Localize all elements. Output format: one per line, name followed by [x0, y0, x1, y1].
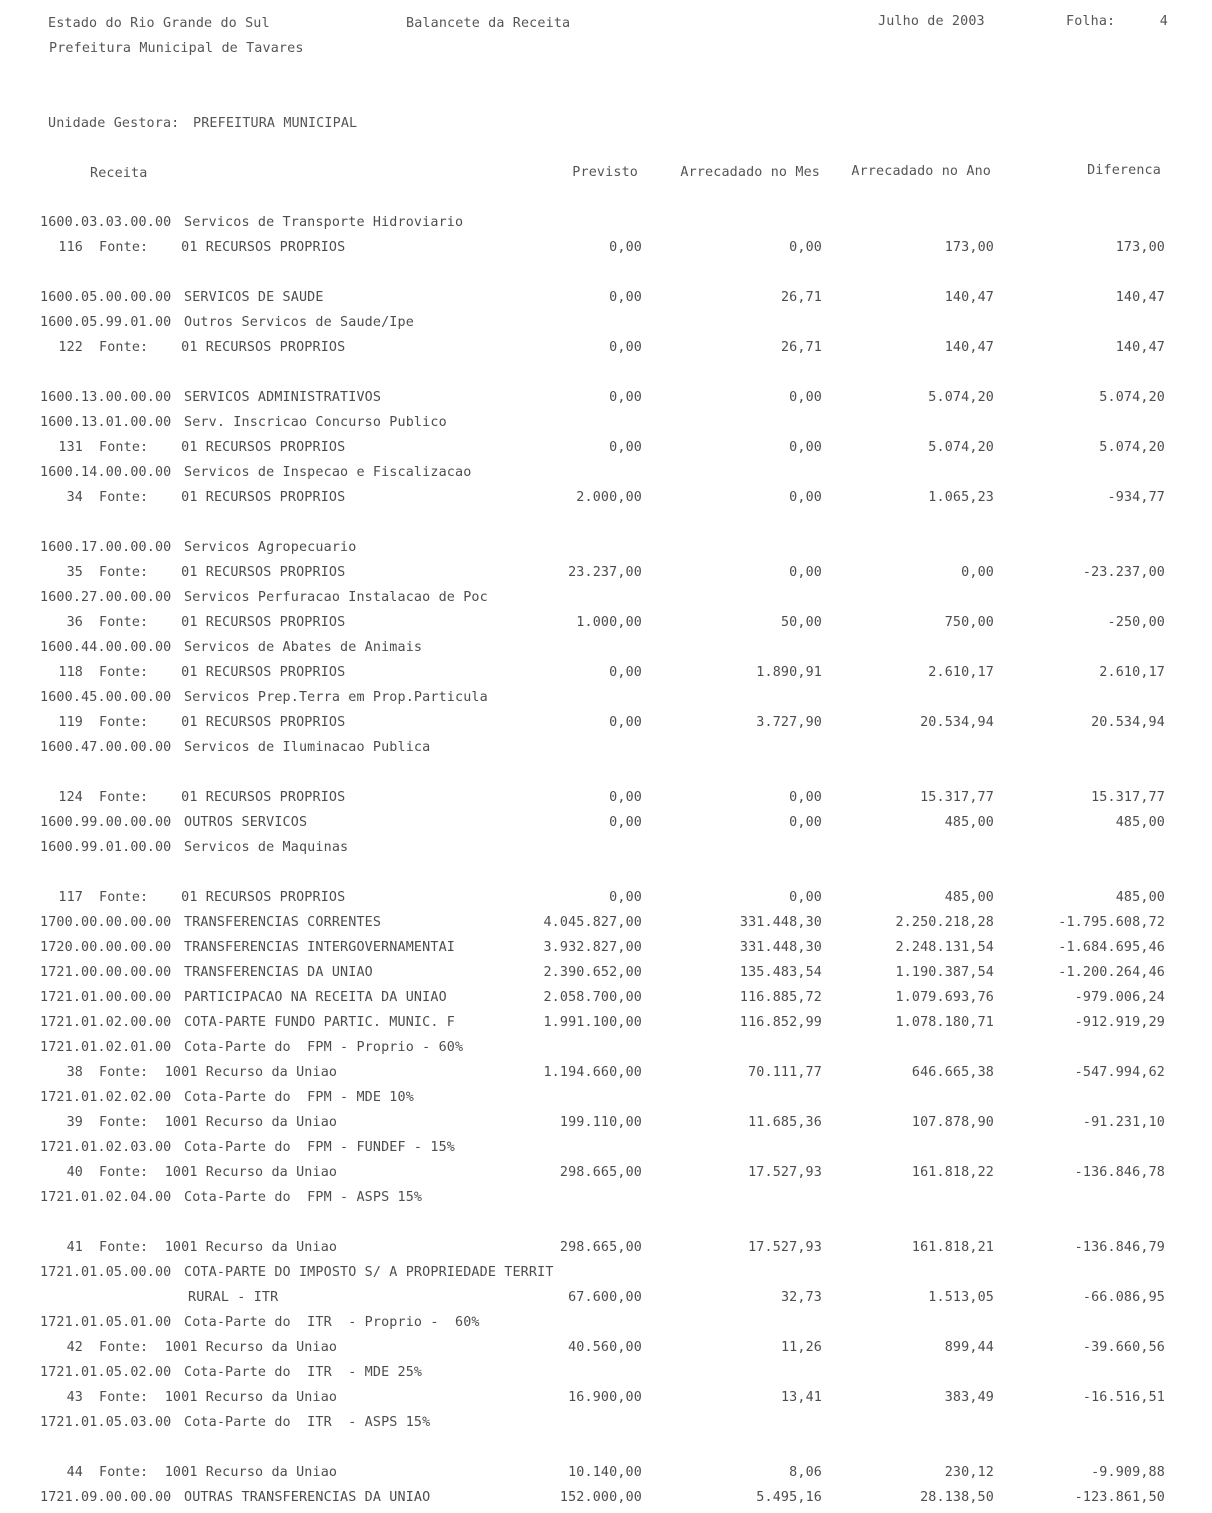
fonte-description: Fonte: 1001 Recurso da Uniao [99, 1240, 338, 1255]
arrecadado-ano-value: 899,44 [944, 1340, 994, 1355]
account-description: Cota-Parte do ITR - ASPS 15% [184, 1415, 431, 1430]
account-code: 1721.01.02.00.00 [40, 1015, 172, 1030]
previsto-value: 3.932.827,00 [543, 940, 642, 955]
fonte-description: Fonte: 01 RECURSOS PROPRIOS [99, 790, 346, 805]
previsto-value: 23.237,00 [568, 565, 642, 580]
account-code: 1721.00.00.00.00 [40, 965, 172, 980]
arrecadado-ano-value: 485,00 [944, 890, 994, 905]
diferenca-value: -912.919,29 [1074, 1015, 1165, 1030]
account-code: 1600.99.01.00.00 [40, 840, 172, 855]
diferenca-value: -136.846,78 [1074, 1165, 1165, 1180]
arrecadado-ano-value: 161.818,21 [911, 1240, 994, 1255]
account-description: Cota-Parte do FPM - Proprio - 60% [184, 1040, 464, 1055]
arrecadado-ano-value: 2.610,17 [928, 665, 994, 680]
fonte-description: Fonte: 01 RECURSOS PROPRIOS [99, 340, 346, 355]
account-code: 1721.09.00.00.00 [40, 1490, 172, 1505]
arrecadado-mes-value: 11,26 [780, 1340, 822, 1355]
row-description-continued: RURAL - ITR [188, 1290, 279, 1305]
arrecadado-mes-value: 0,00 [789, 440, 822, 455]
account-description: Servicos Agropecuario [184, 540, 357, 555]
account-description: PARTICIPACAO NA RECEITA DA UNIAO [184, 990, 447, 1005]
fonte-description: Fonte: 01 RECURSOS PROPRIOS [99, 240, 346, 255]
fonte-number: 42 [66, 1340, 83, 1355]
fonte-number: 118 [58, 665, 83, 680]
fonte-number: 35 [66, 565, 83, 580]
fonte-number: 36 [66, 615, 83, 630]
account-code: 1600.44.00.00.00 [40, 640, 172, 655]
fonte-number: 117 [58, 890, 83, 905]
arrecadado-ano-value: 1.078.180,71 [895, 1015, 994, 1030]
diferenca-value: -91.231,10 [1082, 1115, 1165, 1130]
account-description: TRANSFERENCIAS CORRENTES [184, 915, 382, 930]
diferenca-value: -136.846,79 [1074, 1240, 1165, 1255]
fonte-description: Fonte: 01 RECURSOS PROPRIOS [99, 715, 346, 730]
account-code: 1721.01.05.01.00 [40, 1315, 172, 1330]
arrecadado-mes-value: 70.111,77 [748, 1065, 822, 1080]
account-code: 1600.03.03.00.00 [40, 215, 172, 230]
arrecadado-mes-value: 135.483,54 [739, 965, 822, 980]
account-code: 1721.01.05.00.00 [40, 1265, 172, 1280]
column-header-previsto: Previsto [572, 165, 638, 180]
report-period: Julho de 2003 [878, 14, 985, 29]
previsto-value: 2.000,00 [576, 490, 642, 505]
arrecadado-mes-value: 0,00 [789, 390, 822, 405]
diferenca-value: 2.610,17 [1099, 665, 1165, 680]
arrecadado-mes-value: 0,00 [789, 890, 822, 905]
unit-label: Unidade Gestora: [48, 116, 180, 131]
account-description: Cota-Parte do FPM - MDE 10% [184, 1090, 414, 1105]
previsto-value: 0,00 [609, 815, 642, 830]
previsto-value: 1.194.660,00 [543, 1065, 642, 1080]
account-description: SERVICOS ADMINISTRATIVOS [184, 390, 382, 405]
arrecadado-ano-value: 140,47 [944, 290, 994, 305]
fonte-number: 43 [66, 1390, 83, 1405]
arrecadado-ano-value: 230,12 [944, 1465, 994, 1480]
arrecadado-mes-value: 17.527,93 [748, 1165, 822, 1180]
account-description: Cota-Parte do ITR - MDE 25% [184, 1365, 423, 1380]
fonte-number: 122 [58, 340, 83, 355]
arrecadado-mes-value: 32,73 [780, 1290, 822, 1305]
arrecadado-mes-value: 11.685,36 [748, 1115, 822, 1130]
sheet-number: 4 [1159, 14, 1168, 29]
diferenca-value: -250,00 [1107, 615, 1165, 630]
arrecadado-ano-value: 5.074,20 [928, 440, 994, 455]
column-header-receita: Receita [90, 166, 148, 181]
previsto-value: 0,00 [609, 890, 642, 905]
arrecadado-mes-value: 116.852,99 [739, 1015, 822, 1030]
arrecadado-ano-value: 173,00 [944, 240, 994, 255]
arrecadado-ano-value: 28.138,50 [920, 1490, 994, 1505]
account-code: 1600.99.00.00.00 [40, 815, 172, 830]
previsto-value: 0,00 [609, 290, 642, 305]
arrecadado-mes-value: 13,41 [780, 1390, 822, 1405]
fonte-number: 41 [66, 1240, 83, 1255]
column-header-arrecadado-mes: Arrecadado no Mes [680, 165, 820, 180]
account-description: Serv. Inscricao Concurso Publico [184, 415, 447, 430]
account-code: 1600.17.00.00.00 [40, 540, 172, 555]
account-code: 1721.01.00.00.00 [40, 990, 172, 1005]
arrecadado-ano-value: 107.878,90 [911, 1115, 994, 1130]
previsto-value: 0,00 [609, 390, 642, 405]
account-description: TRANSFERENCIAS INTERGOVERNAMENTAI [184, 940, 455, 955]
diferenca-value: -16.516,51 [1082, 1390, 1165, 1405]
previsto-value: 67.600,00 [568, 1290, 642, 1305]
arrecadado-mes-value: 17.527,93 [748, 1240, 822, 1255]
diferenca-value: -934,77 [1107, 490, 1165, 505]
previsto-value: 0,00 [609, 715, 642, 730]
account-code: 1720.00.00.00.00 [40, 940, 172, 955]
arrecadado-ano-value: 1.065,23 [928, 490, 994, 505]
fonte-number: 34 [66, 490, 83, 505]
previsto-value: 0,00 [609, 340, 642, 355]
fonte-description: Fonte: 1001 Recurso da Uniao [99, 1115, 338, 1130]
arrecadado-mes-value: 0,00 [789, 565, 822, 580]
account-description: Servicos Perfuracao Instalacao de Poc [184, 590, 488, 605]
fonte-description: Fonte: 01 RECURSOS PROPRIOS [99, 615, 346, 630]
fonte-description: Fonte: 01 RECURSOS PROPRIOS [99, 665, 346, 680]
state-name: Estado do Rio Grande do Sul [48, 16, 270, 31]
arrecadado-mes-value: 1.890,91 [756, 665, 822, 680]
fonte-description: Fonte: 1001 Recurso da Uniao [99, 1465, 338, 1480]
sheet-label: Folha: [1066, 14, 1116, 29]
column-header-arrecadado-ano: Arrecadado no Ano [851, 164, 991, 179]
arrecadado-ano-value: 383,49 [944, 1390, 994, 1405]
arrecadado-ano-value: 2.248.131,54 [895, 940, 994, 955]
account-description: COTA-PARTE FUNDO PARTIC. MUNIC. F [184, 1015, 455, 1030]
account-description: SERVICOS DE SAUDE [184, 290, 324, 305]
fonte-description: Fonte: 1001 Recurso da Uniao [99, 1165, 338, 1180]
account-code: 1700.00.00.00.00 [40, 915, 172, 930]
diferenca-value: 485,00 [1115, 890, 1165, 905]
diferenca-value: -547.994,62 [1074, 1065, 1165, 1080]
account-description: Servicos de Inspecao e Fiscalizacao [184, 465, 472, 480]
account-description: OUTRAS TRANSFERENCIAS DA UNIAO [184, 1490, 431, 1505]
arrecadado-ano-value: 20.534,94 [920, 715, 994, 730]
previsto-value: 152.000,00 [559, 1490, 642, 1505]
account-code: 1600.05.00.00.00 [40, 290, 172, 305]
account-description: Servicos de Transporte Hidroviario [184, 215, 464, 230]
arrecadado-mes-value: 3.727,90 [756, 715, 822, 730]
arrecadado-ano-value: 2.250.218,28 [895, 915, 994, 930]
unit-value: PREFEITURA MUNICIPAL [193, 116, 358, 131]
diferenca-value: 140,47 [1115, 340, 1165, 355]
previsto-value: 16.900,00 [568, 1390, 642, 1405]
account-code: 1600.13.01.00.00 [40, 415, 172, 430]
arrecadado-ano-value: 750,00 [944, 615, 994, 630]
account-code: 1721.01.05.03.00 [40, 1415, 172, 1430]
diferenca-value: -66.086,95 [1082, 1290, 1165, 1305]
arrecadado-mes-value: 8,06 [789, 1465, 822, 1480]
fonte-number: 124 [58, 790, 83, 805]
diferenca-value: -1.684.695,46 [1058, 940, 1165, 955]
fonte-description: Fonte: 01 RECURSOS PROPRIOS [99, 440, 346, 455]
previsto-value: 298.665,00 [559, 1240, 642, 1255]
account-code: 1721.01.02.04.00 [40, 1190, 172, 1205]
diferenca-value: 20.534,94 [1091, 715, 1165, 730]
fonte-description: Fonte: 01 RECURSOS PROPRIOS [99, 890, 346, 905]
account-code: 1721.01.02.01.00 [40, 1040, 172, 1055]
account-description: Servicos Prep.Terra em Prop.Particula [184, 690, 488, 705]
account-code: 1600.27.00.00.00 [40, 590, 172, 605]
previsto-value: 10.140,00 [568, 1465, 642, 1480]
arrecadado-mes-value: 0,00 [789, 490, 822, 505]
account-description: Outros Servicos de Saude/Ipe [184, 315, 414, 330]
municipality-name: Prefeitura Municipal de Tavares [49, 41, 304, 56]
previsto-value: 199.110,00 [559, 1115, 642, 1130]
diferenca-value: -123.861,50 [1074, 1490, 1165, 1505]
account-description: Servicos de Maquinas [184, 840, 349, 855]
diferenca-value: 140,47 [1115, 290, 1165, 305]
previsto-value: 0,00 [609, 240, 642, 255]
account-code: 1600.05.99.01.00 [40, 315, 172, 330]
arrecadado-mes-value: 116.885,72 [739, 990, 822, 1005]
arrecadado-mes-value: 26,71 [780, 290, 822, 305]
account-code: 1600.13.00.00.00 [40, 390, 172, 405]
diferenca-value: -39.660,56 [1082, 1340, 1165, 1355]
arrecadado-ano-value: 161.818,22 [911, 1165, 994, 1180]
fonte-number: 38 [66, 1065, 83, 1080]
arrecadado-mes-value: 50,00 [780, 615, 822, 630]
fonte-number: 44 [66, 1465, 83, 1480]
diferenca-value: -1.795.608,72 [1058, 915, 1165, 930]
account-code: 1600.14.00.00.00 [40, 465, 172, 480]
arrecadado-mes-value: 331.448,30 [739, 940, 822, 955]
account-description: Cota-Parte do FPM - ASPS 15% [184, 1190, 423, 1205]
arrecadado-mes-value: 5.495,16 [756, 1490, 822, 1505]
account-description: TRANSFERENCIAS DA UNIAO [184, 965, 373, 980]
previsto-value: 0,00 [609, 440, 642, 455]
previsto-value: 2.390.652,00 [543, 965, 642, 980]
account-description: Servicos de Abates de Animais [184, 640, 423, 655]
diferenca-value: 173,00 [1115, 240, 1165, 255]
previsto-value: 40.560,00 [568, 1340, 642, 1355]
fonte-number: 40 [66, 1165, 83, 1180]
arrecadado-ano-value: 485,00 [944, 815, 994, 830]
previsto-value: 1.000,00 [576, 615, 642, 630]
arrecadado-mes-value: 331.448,30 [739, 915, 822, 930]
fonte-number: 119 [58, 715, 83, 730]
column-header-diferenca: Diferenca [1087, 163, 1161, 178]
fonte-number: 131 [58, 440, 83, 455]
fonte-number: 116 [58, 240, 83, 255]
account-code: 1721.01.05.02.00 [40, 1365, 172, 1380]
fonte-description: Fonte: 1001 Recurso da Uniao [99, 1390, 338, 1405]
diferenca-value: 15.317,77 [1091, 790, 1165, 805]
previsto-value: 298.665,00 [559, 1165, 642, 1180]
account-code: 1721.01.02.03.00 [40, 1140, 172, 1155]
account-description: Cota-Parte do FPM - FUNDEF - 15% [184, 1140, 455, 1155]
fonte-description: Fonte: 01 RECURSOS PROPRIOS [99, 490, 346, 505]
arrecadado-mes-value: 0,00 [789, 790, 822, 805]
arrecadado-ano-value: 140,47 [944, 340, 994, 355]
previsto-value: 4.045.827,00 [543, 915, 642, 930]
arrecadado-mes-value: 0,00 [789, 240, 822, 255]
diferenca-value: 485,00 [1115, 815, 1165, 830]
arrecadado-ano-value: 15.317,77 [920, 790, 994, 805]
account-description: Servicos de Iluminacao Publica [184, 740, 431, 755]
arrecadado-ano-value: 1.079.693,76 [895, 990, 994, 1005]
account-code: 1721.01.02.02.00 [40, 1090, 172, 1105]
fonte-description: Fonte: 01 RECURSOS PROPRIOS [99, 565, 346, 580]
fonte-number: 39 [66, 1115, 83, 1130]
arrecadado-mes-value: 26,71 [780, 340, 822, 355]
account-code: 1600.45.00.00.00 [40, 690, 172, 705]
diferenca-value: 5.074,20 [1099, 390, 1165, 405]
arrecadado-ano-value: 1.513,05 [928, 1290, 994, 1305]
diferenca-value: -23.237,00 [1082, 565, 1165, 580]
previsto-value: 0,00 [609, 790, 642, 805]
arrecadado-ano-value: 5.074,20 [928, 390, 994, 405]
account-description: OUTROS SERVICOS [184, 815, 308, 830]
arrecadado-ano-value: 646.665,38 [911, 1065, 994, 1080]
diferenca-value: -9.909,88 [1091, 1465, 1165, 1480]
account-code: 1600.47.00.00.00 [40, 740, 172, 755]
account-description: COTA-PARTE DO IMPOSTO S/ A PROPRIEDADE TERRIT [184, 1265, 554, 1280]
fonte-description: Fonte: 1001 Recurso da Uniao [99, 1065, 338, 1080]
diferenca-value: -1.200.264,46 [1058, 965, 1165, 980]
previsto-value: 0,00 [609, 665, 642, 680]
account-description: Cota-Parte do ITR - Proprio - 60% [184, 1315, 480, 1330]
arrecadado-ano-value: 0,00 [961, 565, 994, 580]
arrecadado-ano-value: 1.190.387,54 [895, 965, 994, 980]
diferenca-value: 5.074,20 [1099, 440, 1165, 455]
report-title: Balancete da Receita [406, 16, 571, 31]
fonte-description: Fonte: 1001 Recurso da Uniao [99, 1340, 338, 1355]
arrecadado-mes-value: 0,00 [789, 815, 822, 830]
previsto-value: 1.991.100,00 [543, 1015, 642, 1030]
diferenca-value: -979.006,24 [1074, 990, 1165, 1005]
previsto-value: 2.058.700,00 [543, 990, 642, 1005]
